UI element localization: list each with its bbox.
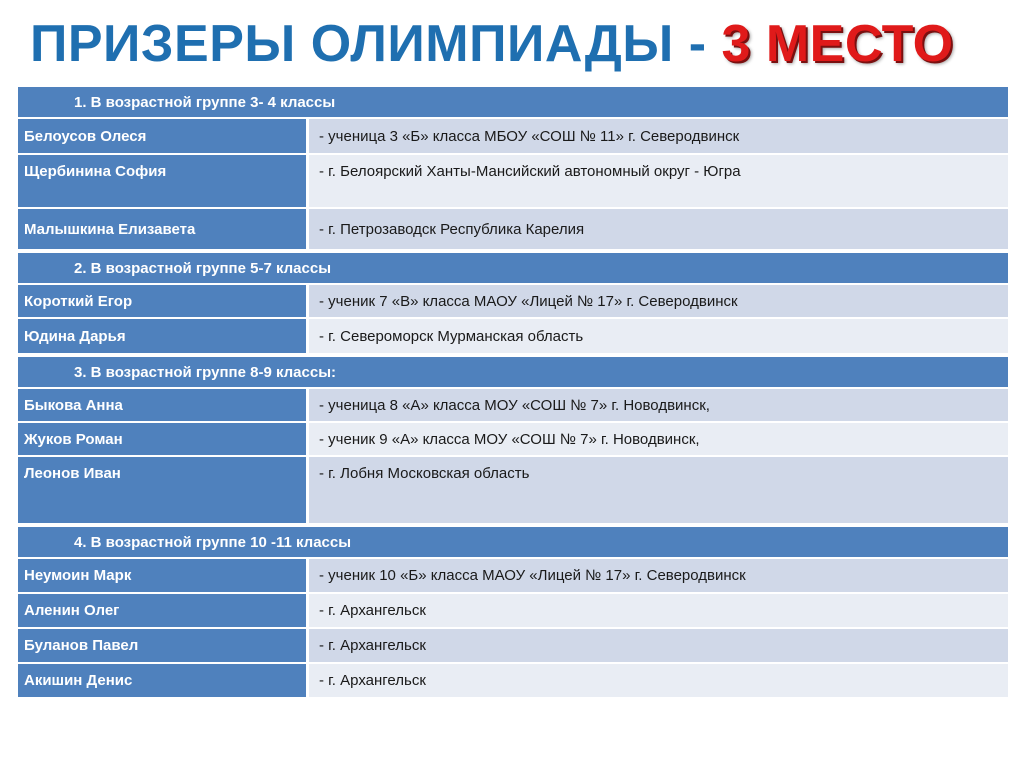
table-row [18,209,1008,249]
winner-name: Быкова Анна [18,389,309,421]
table-row [18,559,1008,592]
group-header [18,85,1008,117]
winner-info: - ученик 10 «Б» класса МАОУ «Лицей № 17» г. Северодвинск [309,559,1008,592]
table-row [18,423,1008,455]
winner-info: - г. Архангельск [309,664,1008,697]
winner-name: Короткий Егор [18,285,309,317]
table-row [18,119,1008,153]
winner-info: - ученик 7 «В» класса МАОУ «Лицей № 17» г. Северодвинск [309,285,1008,317]
winner-name: Аленин Олег [18,594,309,627]
title-place: 3 МЕСТО [721,15,954,73]
winner-info: - г. Лобня Московская область [309,457,1008,523]
winner-info: - г. Архангельск [309,629,1008,662]
table-row [18,285,1008,317]
prize-table [18,83,1008,699]
group-label: 3. В возрастной группе 8-9 классы: [18,355,1008,387]
winner-name: Леонов Иван [18,457,309,523]
group-header [18,251,1008,283]
winner-info: - г. Архангельск [309,594,1008,627]
winner-info: - г. Белоярский Ханты-Мансийский автономный округ - Югра [309,155,1008,207]
winner-name: Жуков Роман [18,423,309,455]
table-row [18,389,1008,421]
table-row [18,594,1008,627]
winner-name: Неумоин Марк [18,559,309,592]
title-main: ПРИЗЕРЫ ОЛИМПИАДЫ - [30,15,722,73]
group-label: 1. В возрастной группе 3- 4 классы [18,85,1008,117]
winner-info: - ученик 9 «А» класса МОУ «СОШ № 7» г. Новодвинск, [309,423,1008,455]
group-header [18,355,1008,387]
table-row [18,155,1008,207]
winner-info: - г. Петрозаводск Республика Карелия [309,209,1008,249]
winner-name: Акишин Денис [18,664,309,697]
table-row [18,664,1008,697]
table-row [18,457,1008,523]
group-label: 4. В возрастной группе 10 -11 классы [18,525,1008,557]
page-title [30,14,954,74]
group-header [18,525,1008,557]
winner-name: Юдина Дарья [18,319,309,353]
table-row [18,319,1008,353]
group-label: 2. В возрастной группе 5-7 классы [18,251,1008,283]
winner-name: Буланов Павел [18,629,309,662]
table-row [18,629,1008,662]
winner-info: - ученица 8 «А» класса МОУ «СОШ № 7» г. Новодвинск, [309,389,1008,421]
winner-name: Белоусов Олеся [18,119,309,153]
winner-info: - ученица 3 «Б» класса МБОУ «СОШ № 11» г. Северодвинск [309,119,1008,153]
winner-info: - г. Североморск Мурманская область [309,319,1008,353]
winner-name: Щербинина София [18,155,309,207]
winner-name: Малышкина Елизавета [18,209,309,249]
